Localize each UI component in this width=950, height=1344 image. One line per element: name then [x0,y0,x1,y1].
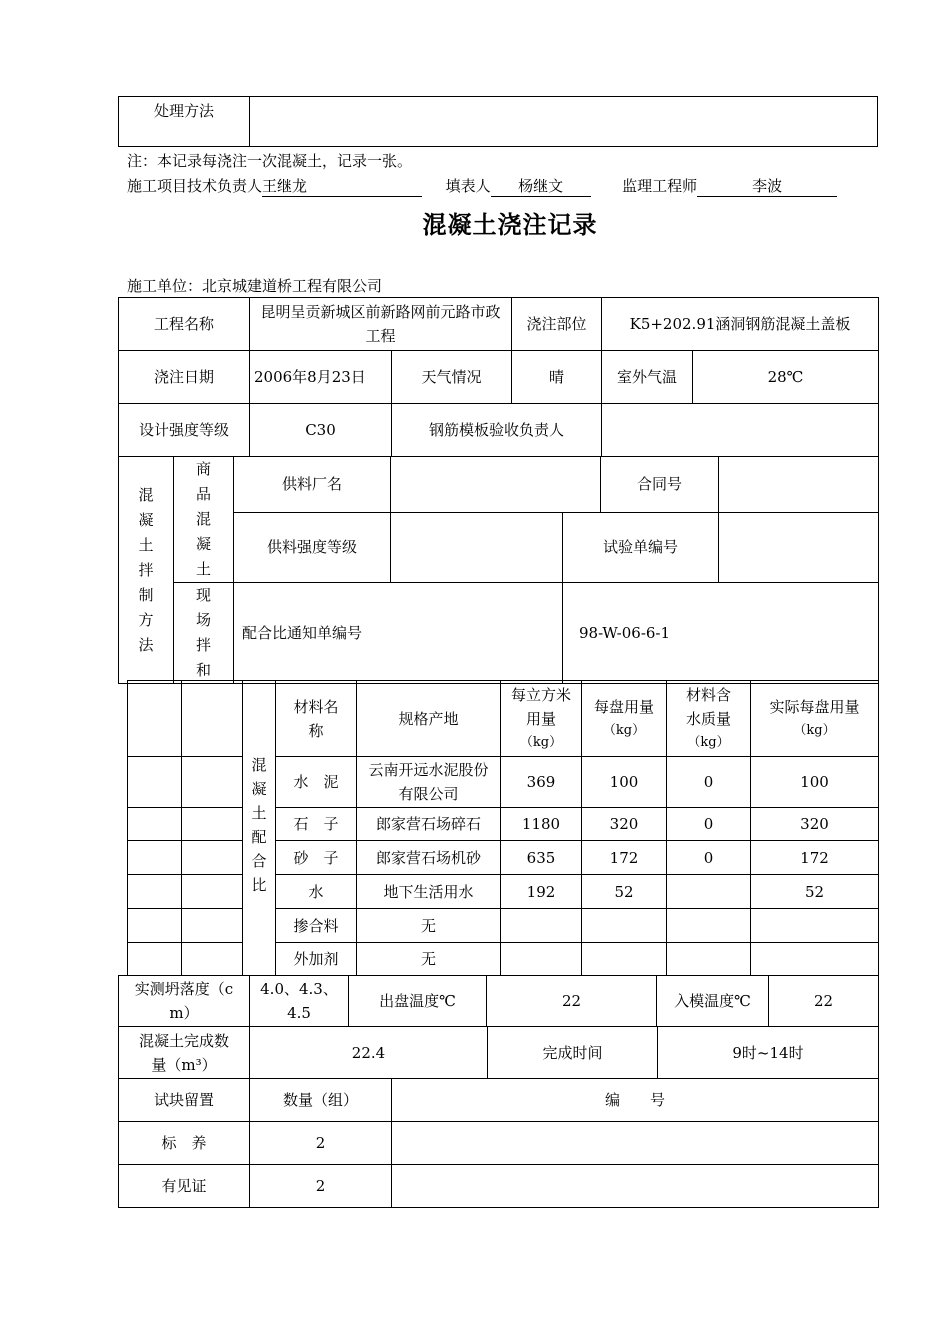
supervisor-name: 李波 [697,175,837,197]
material-name: 砂 子 [276,841,357,875]
material-spec: 郎家营石场碎石 [357,808,501,841]
construction-unit: 施工单位：北京城建道桥工程有限公司 [127,277,383,295]
material-per-m3 [501,943,582,976]
table-row [128,841,879,875]
mixing-table [118,456,879,684]
material-name: 掺合料 [276,909,357,943]
material-moisture [667,909,751,943]
material-actual: 100 [751,757,879,808]
specimen-count: 2 [250,1165,392,1208]
header-per-batch-text: 每盘用量 [593,697,654,716]
slump-value: 4.0、4.3、4.5 [250,976,349,1027]
material-actual: 320 [751,808,879,841]
table-row [128,943,879,976]
position-value: K5+202.91涵洞钢筋混凝土盖板 [602,298,879,351]
mixing-method-label [119,457,174,684]
quantity-table [118,1026,879,1079]
blank-cell [182,943,243,976]
project-label: 工程名称 [119,298,250,351]
contract-value [719,457,879,513]
material-spec: 无 [357,943,501,976]
blank-cell [182,681,243,757]
material-name: 水 泥 [276,757,357,808]
header-moisture-text: 材料含水质量 [685,685,731,728]
record-note: 注：本记录每浇注一次混凝土，记录一张。 [127,152,413,170]
measure-table [118,975,879,1027]
tech-lead-name: 王继龙 [262,175,422,197]
blank-cell [182,841,243,875]
table-row [128,757,879,808]
material-per-m3 [501,909,582,943]
supervisor-label: 监理工程师 [622,177,698,195]
specimen-number-label: 编 号 [392,1079,879,1122]
tech-lead-label: 施工项目技术负责人 [127,177,263,195]
table-row [119,1165,879,1208]
supply-grade-value [391,512,563,582]
material-actual: 172 [751,841,879,875]
test-no-label: 试验单编号 [563,512,719,582]
material-moisture [667,875,751,909]
material-actual [751,943,879,976]
onsite-label-cell [174,583,234,684]
grade-label: 设计强度等级 [119,404,250,457]
material-per-m3: 192 [501,875,582,909]
header-per-m3-text: 每立方米用量 [511,685,572,728]
specimen-name: 有见证 [119,1165,250,1208]
material-name: 水 [276,875,357,909]
commercial-label: 商品混凝土 [195,460,211,578]
header-per-m3 [501,681,582,757]
material-spec: 云南开远水泥股份有限公司 [357,757,501,808]
material-name: 外加剂 [276,943,357,976]
mix-ratio-table [127,680,879,976]
position-label: 浇注部位 [512,298,602,351]
material-per-batch: 172 [582,841,667,875]
commercial-label-cell [174,457,234,583]
blank-cell [182,808,243,841]
grade-value: C30 [250,404,392,457]
method-table [118,96,878,147]
info-table [118,297,879,457]
material-per-batch: 320 [582,808,667,841]
rebar-label: 钢筋模板验收负责人 [392,404,602,457]
header-actual [751,681,879,757]
filler-label: 填表人 [445,177,491,195]
specimen-table [118,1078,879,1208]
material-actual [751,909,879,943]
header-moisture [667,681,751,757]
date-label: 浇注日期 [119,351,250,404]
blank-cell [128,909,182,943]
material-moisture: 0 [667,808,751,841]
onsite-label: 现场拌和 [195,586,211,679]
header-material: 材料名称 [276,681,357,757]
material-per-batch: 52 [582,875,667,909]
material-per-batch [582,909,667,943]
header-actual-text: 实际每盘用量 [769,697,860,716]
slump-label: 实测坍落度（cm） [119,976,250,1027]
table-row [128,808,879,841]
mix-ratio-side-label: 混凝土配合比 [251,756,267,894]
mix-ratio-side-cell [243,681,276,976]
table-row [128,909,879,943]
material-per-m3: 635 [501,841,582,875]
finish-value: 9时~14时 [658,1027,879,1079]
blank-cell [182,909,243,943]
qty-value: 22.4 [250,1027,488,1079]
material-per-m3: 1180 [501,808,582,841]
out-temp-value: 22 [487,976,657,1027]
specimen-label: 试块留置 [119,1079,250,1122]
supply-grade-label: 供料强度等级 [234,512,391,582]
header-per-m3-unit: （kg） [519,734,563,750]
material-moisture: 0 [667,757,751,808]
mixing-method-text: 混凝土拌制方法 [138,485,154,654]
rebar-value [602,404,879,457]
material-per-m3: 369 [501,757,582,808]
filler-name: 杨继文 [491,175,591,197]
material-spec: 地下生活用水 [357,875,501,909]
blank-cell [128,875,182,909]
header-spec: 规格产地 [357,681,501,757]
header-per-batch-unit: （kg） [602,722,646,738]
material-moisture: 0 [667,841,751,875]
header-moisture-unit: （kg） [687,734,730,750]
material-moisture [667,943,751,976]
signature-line [127,175,837,197]
header-per-batch [582,681,667,757]
project-value: 昆明呈贡新城区前新路网前元路市政工程 [250,298,512,351]
ratio-notice-label: 配合比通知单编号 [234,583,563,684]
table-row [119,1122,879,1165]
blank-cell [128,757,182,808]
table-row [128,875,879,909]
material-actual: 52 [751,875,879,909]
material-name: 石 子 [276,808,357,841]
in-temp-label: 入模温度℃ [657,976,769,1027]
material-per-batch: 100 [582,757,667,808]
page-title: 混凝土浇注记录 [422,211,598,239]
blank-cell [128,943,182,976]
header-actual-unit: （kg） [793,722,836,738]
specimen-count: 2 [250,1122,392,1165]
material-spec: 郎家营石场机砂 [357,841,501,875]
test-no-value [719,512,879,582]
weather-value: 晴 [512,351,602,404]
specimen-name: 标 养 [119,1122,250,1165]
blank-cell [182,757,243,808]
qty-label: 混凝土完成数量（m³） [119,1027,250,1079]
weather-label: 天气情况 [392,351,512,404]
out-temp-label: 出盘温度℃ [349,976,487,1027]
blank-cell [128,681,182,757]
method-label: 处理方法 [119,97,250,147]
material-spec: 无 [357,909,501,943]
blank-cell [128,841,182,875]
date-value: 2006年8月23日 [250,351,392,404]
supplier-label: 供料厂名 [234,457,391,513]
specimen-number [392,1122,879,1165]
material-per-batch [582,943,667,976]
method-value [250,97,878,147]
blank-cell [182,875,243,909]
finish-label: 完成时间 [488,1027,658,1079]
specimen-count-label: 数量（组） [250,1079,392,1122]
supplier-value [391,457,601,513]
outdoor-temp-label: 室外气温 [602,351,693,404]
ratio-notice-value: 98-W-06-6-1 [563,583,879,684]
contract-label: 合同号 [601,457,719,513]
in-temp-value: 22 [769,976,879,1027]
blank-cell [128,808,182,841]
specimen-number [392,1165,879,1208]
outdoor-temp-value: 28℃ [693,351,879,404]
